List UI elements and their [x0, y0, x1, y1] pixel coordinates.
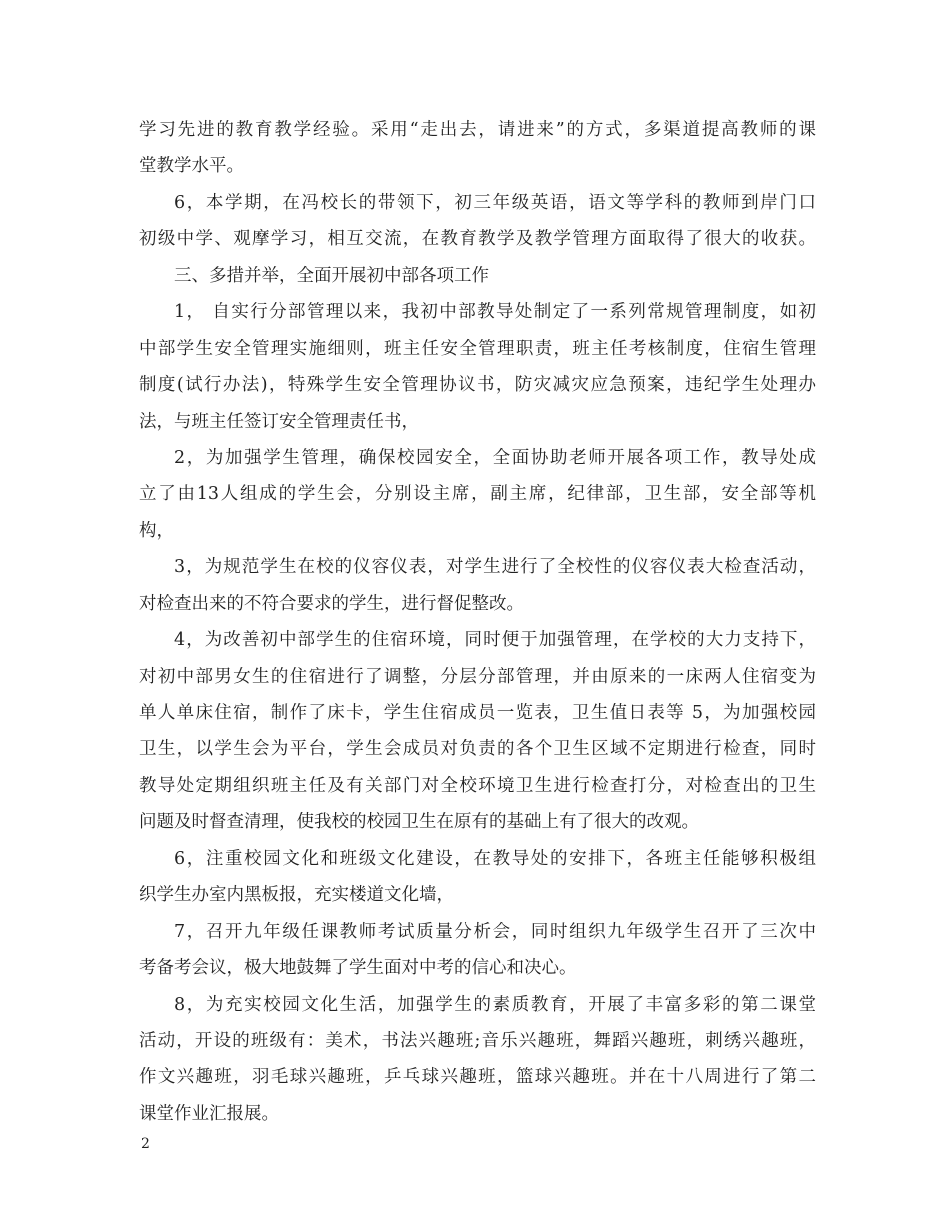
text-line: 教导处定期组织班主任及有关部门对全校环境卫生进行检查打分，对检查出的卫生	[139, 775, 816, 796]
text-line: 构，	[139, 520, 174, 541]
text-line: 初级中学、观摩学习，相互交流，在教育教学及教学管理方面取得了很大的收获。	[139, 229, 816, 250]
body-text	[139, 112, 816, 1132]
text-line: 问题及时督查清理，使我校的校园卫生在原有的基础上有了很大的改观。	[139, 812, 699, 833]
text-line: 活动，开设的班级有：美术，书法兴趣班;音乐兴趣班，舞蹈兴趣班，刺绣兴趣班，	[139, 1030, 816, 1051]
section-heading: 三、多措并举，全面开展初中部各项工作	[174, 265, 489, 286]
text-line: 2，为加强学生管理，确保校园安全，全面协助老师开展各项工作，教导处成	[174, 447, 816, 468]
text-line: 6，本学期，在冯校长的带领下，初三年级英语，语文等学科的教师到岸门口	[174, 192, 816, 213]
text-line: 卫生，以学生会为平台，学生会成员对负责的各个卫生区域不定期进行检查，同时	[139, 739, 816, 760]
text-line: 8，为充实校园文化生活，加强学生的素质教育，开展了丰富多彩的第二课堂	[174, 994, 816, 1015]
text-line: 3，为规范学生在校的仪容仪表，对学生进行了全校性的仪容仪表大检查活动，	[174, 557, 816, 578]
text-line: 课堂作业汇报展。	[139, 1103, 279, 1124]
text-line: 7，召开九年级任课教师考试质量分析会，同时组织九年级学生召开了三次中	[174, 921, 816, 942]
text-line: 对初中部男女生的住宿进行了调整，分层分部管理，并由原来的一床两人住宿变为	[139, 666, 816, 687]
text-line: 织学生办室内黑板报，充实楼道文化墙，	[139, 885, 454, 906]
text-line: 4，为改善初中部学生的住宿环境，同时便于加强管理，在学校的大力支持下，	[174, 630, 816, 651]
text-line: 学习先进的教育教学经验。采用“走出去，请进来”的方式，多渠道提高教师的课	[139, 120, 816, 140]
text-line: 作文兴趣班，羽毛球兴趣班，乒乓球兴趣班，篮球兴趣班。并在十八周进行了第二	[139, 1067, 816, 1088]
text-line: 堂教学水平。	[139, 156, 244, 177]
text-line: 立了由13人组成的学生会，分别设主席，副主席，纪律部，卫生部，安全部等机	[139, 484, 816, 505]
text-line: 制度(试行办法)，特殊学生安全管理协议书，防灾减灾应急预案，违纪学生处理办	[139, 375, 816, 396]
page-number: 2	[141, 1136, 150, 1152]
text-line: 法，与班主任签订安全管理责任书，	[139, 411, 419, 432]
text-line: 对检查出来的不符合要求的学生，进行督促整改。	[139, 593, 524, 614]
text-line: 单人单床住宿，制作了床卡，学生住宿成员一览表，卫生值日表等 5，为加强校园	[139, 703, 816, 723]
text-line: 1， 自实行分部管理以来，我初中部教导处制定了一系列常规管理制度，如初	[174, 302, 816, 323]
text-line: 中部学生安全管理实施细则，班主任安全管理职责，班主任考核制度，住宿生管理	[139, 338, 816, 359]
text-line: 考备考会议，极大地鼓舞了学生面对中考的信心和决心。	[139, 958, 577, 979]
text-line: 6，注重校园文化和班级文化建设，在教导处的安排下，各班主任能够积极组	[174, 848, 816, 869]
